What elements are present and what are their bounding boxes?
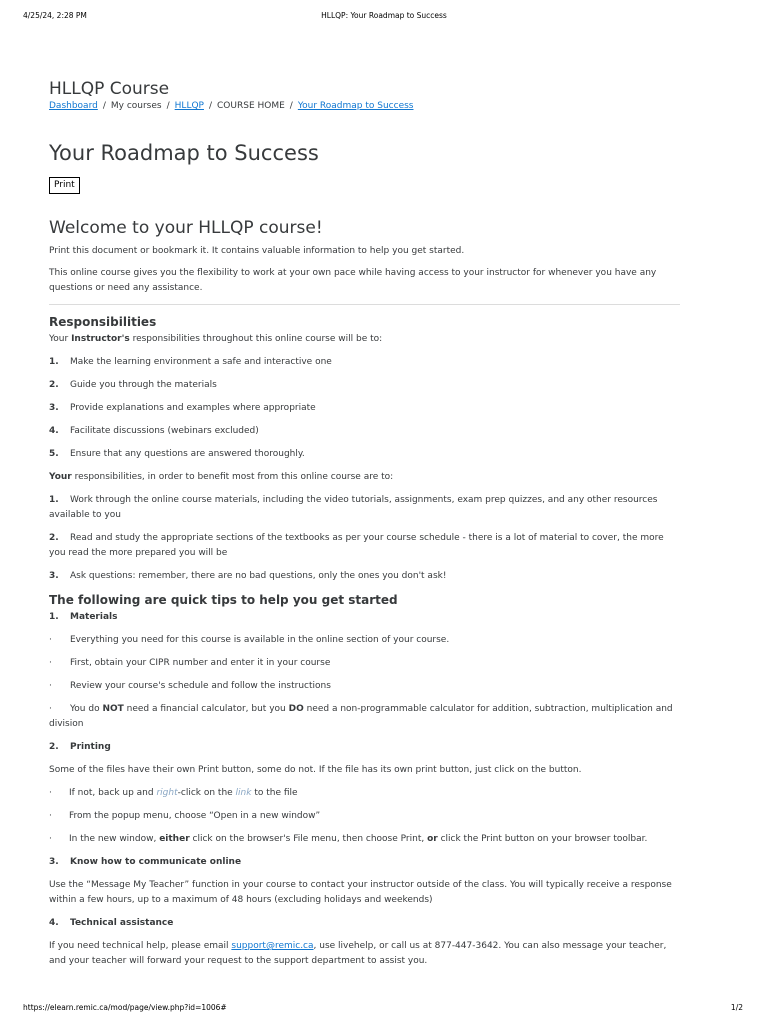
course-title: HLLQP Course bbox=[49, 79, 170, 99]
print-page-number: 1/2 bbox=[730, 1003, 743, 1012]
breadcrumb-roadmap[interactable]: Your Roadmap to Success bbox=[297, 101, 414, 111]
welcome-paragraph-2: This online course gives you the flexibility to work at your own pace while having access to your instructor for whenever you have any questions or need any assistance. bbox=[49, 268, 657, 293]
print-page-title: HLLQP: Your Roadmap to Success bbox=[321, 11, 447, 20]
support-email-link[interactable]: support@remic.ca bbox=[231, 941, 314, 951]
responsibilities-heading: Responsibilities bbox=[49, 315, 157, 329]
breadcrumb-separator: / bbox=[208, 101, 213, 111]
breadcrumb-separator: / bbox=[102, 101, 106, 111]
tip-materials-title: 1. Materials bbox=[49, 612, 118, 622]
instructor-intro: Your Instructor's responsibilities throughout this online course will be to: bbox=[49, 334, 383, 344]
list-item: · You do NOT need a financial calculator, but you DO need a non-programmable calculator for addition, subtraction, multiplication and division bbox=[49, 704, 673, 729]
breadcrumb-separator: / bbox=[166, 101, 170, 111]
breadcrumb-my-courses: My courses bbox=[110, 101, 162, 111]
main-content bbox=[49, 78, 681, 969]
communicate-text: Use the “Message My Teacher” function in your course to contact your instructor outside of the class. You will typically receive a response within a few hours, up to a maximum of 48 hours (excluding holidays and weekends) bbox=[49, 880, 672, 905]
list-item: · If not, back up and right-click on the link to the file bbox=[49, 788, 298, 798]
printing-intro: Some of the files have their own Print button, some do not. If the file has its own print button, just click on the button. bbox=[49, 765, 582, 775]
list-item: 2. Read and study the appropriate sections of the textbooks as per your course schedule - there is a lot of material to cover, the more you read the more prepared you will be bbox=[49, 533, 664, 558]
tip-printing-title: 2. Printing bbox=[49, 742, 111, 752]
list-item: · Review your course's schedule and follow the instructions bbox=[49, 681, 331, 691]
list-item: 3. Provide explanations and examples where appropriate bbox=[49, 403, 316, 413]
page-title: Your Roadmap to Success bbox=[49, 141, 319, 165]
breadcrumb-separator: / bbox=[289, 101, 293, 111]
tips-heading: The following are quick tips to help you get started bbox=[49, 593, 398, 607]
list-item: 1. Make the learning environment a safe and interactive one bbox=[49, 357, 332, 367]
list-item: · Everything you need for this course is available in the online section of your course. bbox=[49, 635, 450, 645]
technical-text: If you need technical help, please email support@remic.ca, use livehelp, or call us at 877-447-3642. You can also message your teacher, and your teacher will forward your request to the support department to assist you. bbox=[49, 941, 667, 966]
divider bbox=[49, 304, 680, 305]
breadcrumb bbox=[49, 100, 681, 112]
tip-technical-title: 4. Technical assistance bbox=[49, 918, 174, 928]
tip-communicate-title: 3. Know how to communicate online bbox=[49, 857, 242, 867]
your-intro: Your responsibilities, in order to benefit most from this online course are to: bbox=[49, 472, 394, 482]
breadcrumb-course-home: COURSE HOME bbox=[217, 101, 285, 111]
list-item: · From the popup menu, choose “Open in a new window” bbox=[49, 811, 321, 821]
list-item: 1. Work through the online course materials, including the video tutorials, assignments, exam prep quizzes, and any other resources available to you bbox=[49, 495, 658, 520]
welcome-paragraph-1: Print this document or bookmark it. It contains valuable information to help you get started. bbox=[49, 246, 465, 256]
breadcrumb-hllqp[interactable]: HLLQP bbox=[174, 101, 204, 111]
print-button[interactable]: Print bbox=[49, 177, 80, 194]
welcome-heading: Welcome to your HLLQP course! bbox=[49, 218, 323, 238]
list-item: · In the new window, either click on the browser's File menu, then choose Print, or click the Print button on your browser toolbar. bbox=[49, 834, 648, 844]
list-item: 4. Facilitate discussions (webinars excluded) bbox=[49, 426, 259, 436]
list-item: 5. Ensure that any questions are answered thoroughly. bbox=[49, 449, 305, 459]
list-item: · First, obtain your CIPR number and enter it in your course bbox=[49, 658, 331, 668]
breadcrumb-dashboard[interactable]: Dashboard bbox=[49, 101, 98, 111]
print-url: https://elearn.remic.ca/mod/page/view.php?id=1006# bbox=[23, 1003, 227, 1012]
list-item: 3. Ask questions: remember, there are no bad questions, only the ones you don't ask! bbox=[49, 571, 447, 581]
print-datetime: 4/25/24, 2:28 PM bbox=[23, 11, 87, 20]
list-item: 2. Guide you through the materials bbox=[49, 380, 217, 390]
